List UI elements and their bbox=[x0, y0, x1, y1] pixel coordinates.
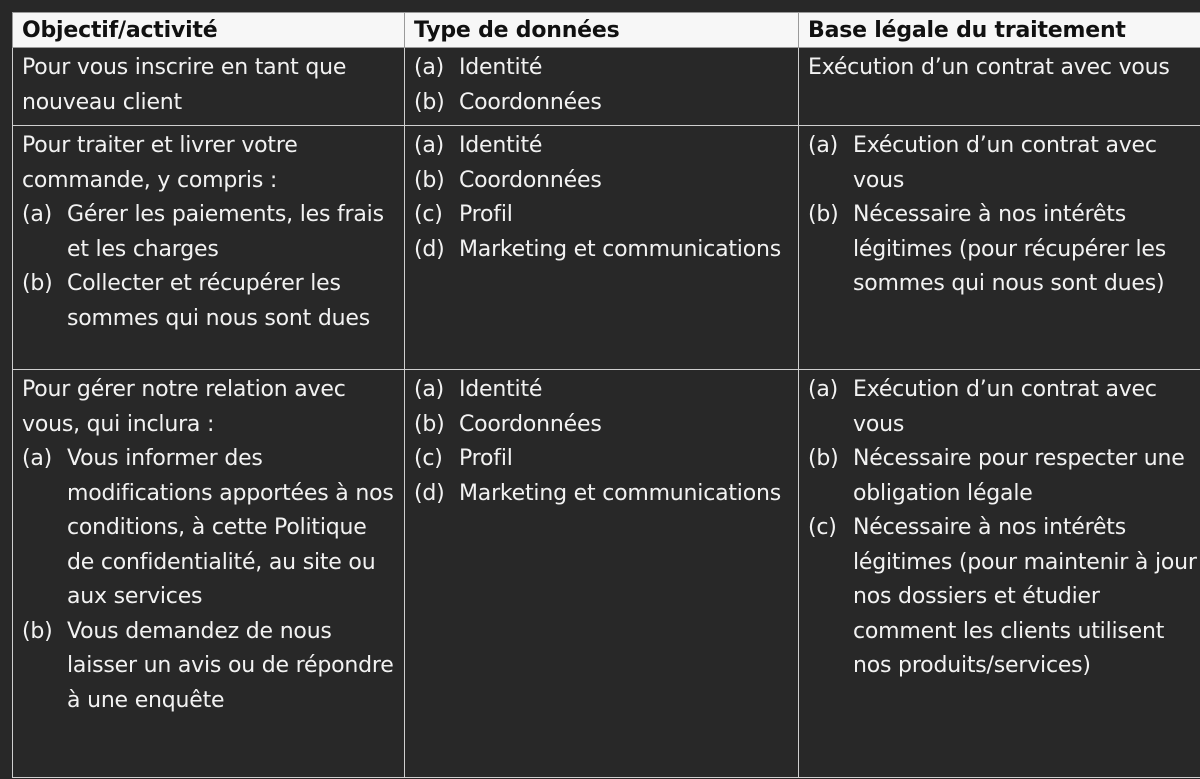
list-marker: (b) bbox=[808, 446, 839, 471]
list-item-text: Coordonnées bbox=[459, 411, 602, 437]
data-type-list bbox=[414, 373, 794, 511]
data-type-list bbox=[414, 129, 794, 267]
objective-sublist bbox=[22, 442, 400, 718]
list-item bbox=[808, 129, 1198, 198]
data-type-cell bbox=[405, 48, 799, 126]
legal-basis-list bbox=[808, 373, 1198, 684]
data-type-cell bbox=[405, 126, 799, 370]
table-row bbox=[13, 126, 1200, 370]
list-item bbox=[414, 164, 794, 199]
list-item bbox=[22, 442, 400, 615]
list-marker: (c) bbox=[808, 515, 837, 540]
list-marker: (b) bbox=[414, 89, 445, 115]
list-item-text: Coordonnées bbox=[459, 89, 602, 115]
list-item-text: Vous demandez de nous laisser un avis ou de répondre à une enquête bbox=[67, 618, 394, 713]
objective-text: Pour traiter et livrer votre commande, y compris : bbox=[22, 133, 298, 193]
legal-basis-list bbox=[808, 129, 1198, 302]
header-data-type: Type de données bbox=[405, 13, 799, 48]
list-item bbox=[808, 198, 1198, 302]
list-item bbox=[414, 442, 794, 477]
data-processing-table bbox=[12, 12, 1200, 778]
legal-basis-cell bbox=[799, 126, 1200, 370]
list-item-text: Marketing et communications bbox=[459, 480, 781, 506]
list-item bbox=[414, 129, 794, 164]
list-marker: (d) bbox=[414, 480, 445, 506]
objective-text: Pour vous inscrire en tant que nouveau client bbox=[22, 55, 347, 115]
list-item-text: Nécessaire pour respecter une obligation légale bbox=[853, 446, 1185, 506]
list-item-text: Marketing et communications bbox=[459, 236, 781, 262]
list-item-text: Coordonnées bbox=[459, 167, 602, 193]
list-item-text: Identité bbox=[459, 377, 543, 402]
list-item-text: Vous informer des modifications apportées à nos conditions, à cette Politique de confidentialité, au site ou aux services bbox=[67, 446, 394, 609]
list-item bbox=[414, 51, 794, 86]
header-legal-basis: Base légale du traitement bbox=[799, 13, 1200, 48]
header-objective: Objectif/activité bbox=[13, 13, 405, 48]
list-item-text: Profil bbox=[459, 202, 513, 227]
table-row bbox=[13, 370, 1200, 778]
list-marker: (b) bbox=[414, 167, 445, 193]
list-item bbox=[22, 615, 400, 719]
objective-cell bbox=[13, 48, 405, 126]
list-item-text: Collecter et récupérer les sommes qui nous sont dues bbox=[67, 271, 370, 331]
list-marker: (b) bbox=[808, 202, 839, 227]
objective-sublist bbox=[22, 198, 400, 336]
objective-text: Pour gérer notre relation avec vous, qui inclura : bbox=[22, 377, 346, 437]
list-marker: (b) bbox=[22, 618, 53, 644]
list-marker: (b) bbox=[22, 271, 53, 296]
list-item bbox=[414, 408, 794, 443]
list-item-text: Exécution d’un contrat avec vous bbox=[853, 133, 1157, 193]
data-type-list bbox=[414, 51, 794, 120]
list-item bbox=[414, 198, 794, 233]
legal-basis-cell bbox=[799, 370, 1200, 778]
list-marker: (a) bbox=[808, 377, 839, 402]
list-marker: (a) bbox=[22, 202, 53, 227]
list-item-text: Nécessaire à nos intérêts légitimes (pour récupérer les sommes qui nous sont dues) bbox=[853, 202, 1166, 296]
legal-basis-text: Exécution d’un contrat avec vous bbox=[808, 55, 1170, 80]
list-item bbox=[414, 373, 794, 408]
list-item bbox=[808, 373, 1198, 442]
objective-cell bbox=[13, 126, 405, 370]
list-item-text: Profil bbox=[459, 446, 513, 471]
list-item bbox=[414, 477, 794, 512]
legal-basis-cell bbox=[799, 48, 1200, 126]
list-item bbox=[22, 198, 400, 267]
list-marker: (a) bbox=[414, 377, 445, 402]
list-item bbox=[414, 86, 794, 121]
list-marker: (a) bbox=[808, 133, 839, 158]
list-item bbox=[22, 267, 400, 336]
list-marker: (d) bbox=[414, 236, 445, 262]
list-marker: (b) bbox=[414, 411, 445, 437]
list-marker: (c) bbox=[414, 202, 443, 227]
list-item-text: Gérer les paiements, les frais et les charges bbox=[67, 202, 384, 262]
list-item-text: Identité bbox=[459, 133, 543, 158]
list-item-text: Nécessaire à nos intérêts légitimes (pour maintenir à jour nos dossiers et étudier comment les clients utilisent nos produits/services) bbox=[853, 515, 1197, 678]
table-row bbox=[13, 48, 1200, 126]
list-item bbox=[414, 233, 794, 268]
list-item bbox=[808, 511, 1198, 684]
list-marker: (c) bbox=[414, 446, 443, 471]
list-item-text: Identité bbox=[459, 55, 543, 80]
list-item-text: Exécution d’un contrat avec vous bbox=[853, 377, 1157, 437]
list-marker: (a) bbox=[414, 55, 445, 80]
list-marker: (a) bbox=[22, 446, 53, 471]
objective-cell bbox=[13, 370, 405, 778]
data-type-cell bbox=[405, 370, 799, 778]
table-header-row bbox=[13, 13, 1200, 48]
list-marker: (a) bbox=[414, 133, 445, 158]
list-item bbox=[808, 442, 1198, 511]
